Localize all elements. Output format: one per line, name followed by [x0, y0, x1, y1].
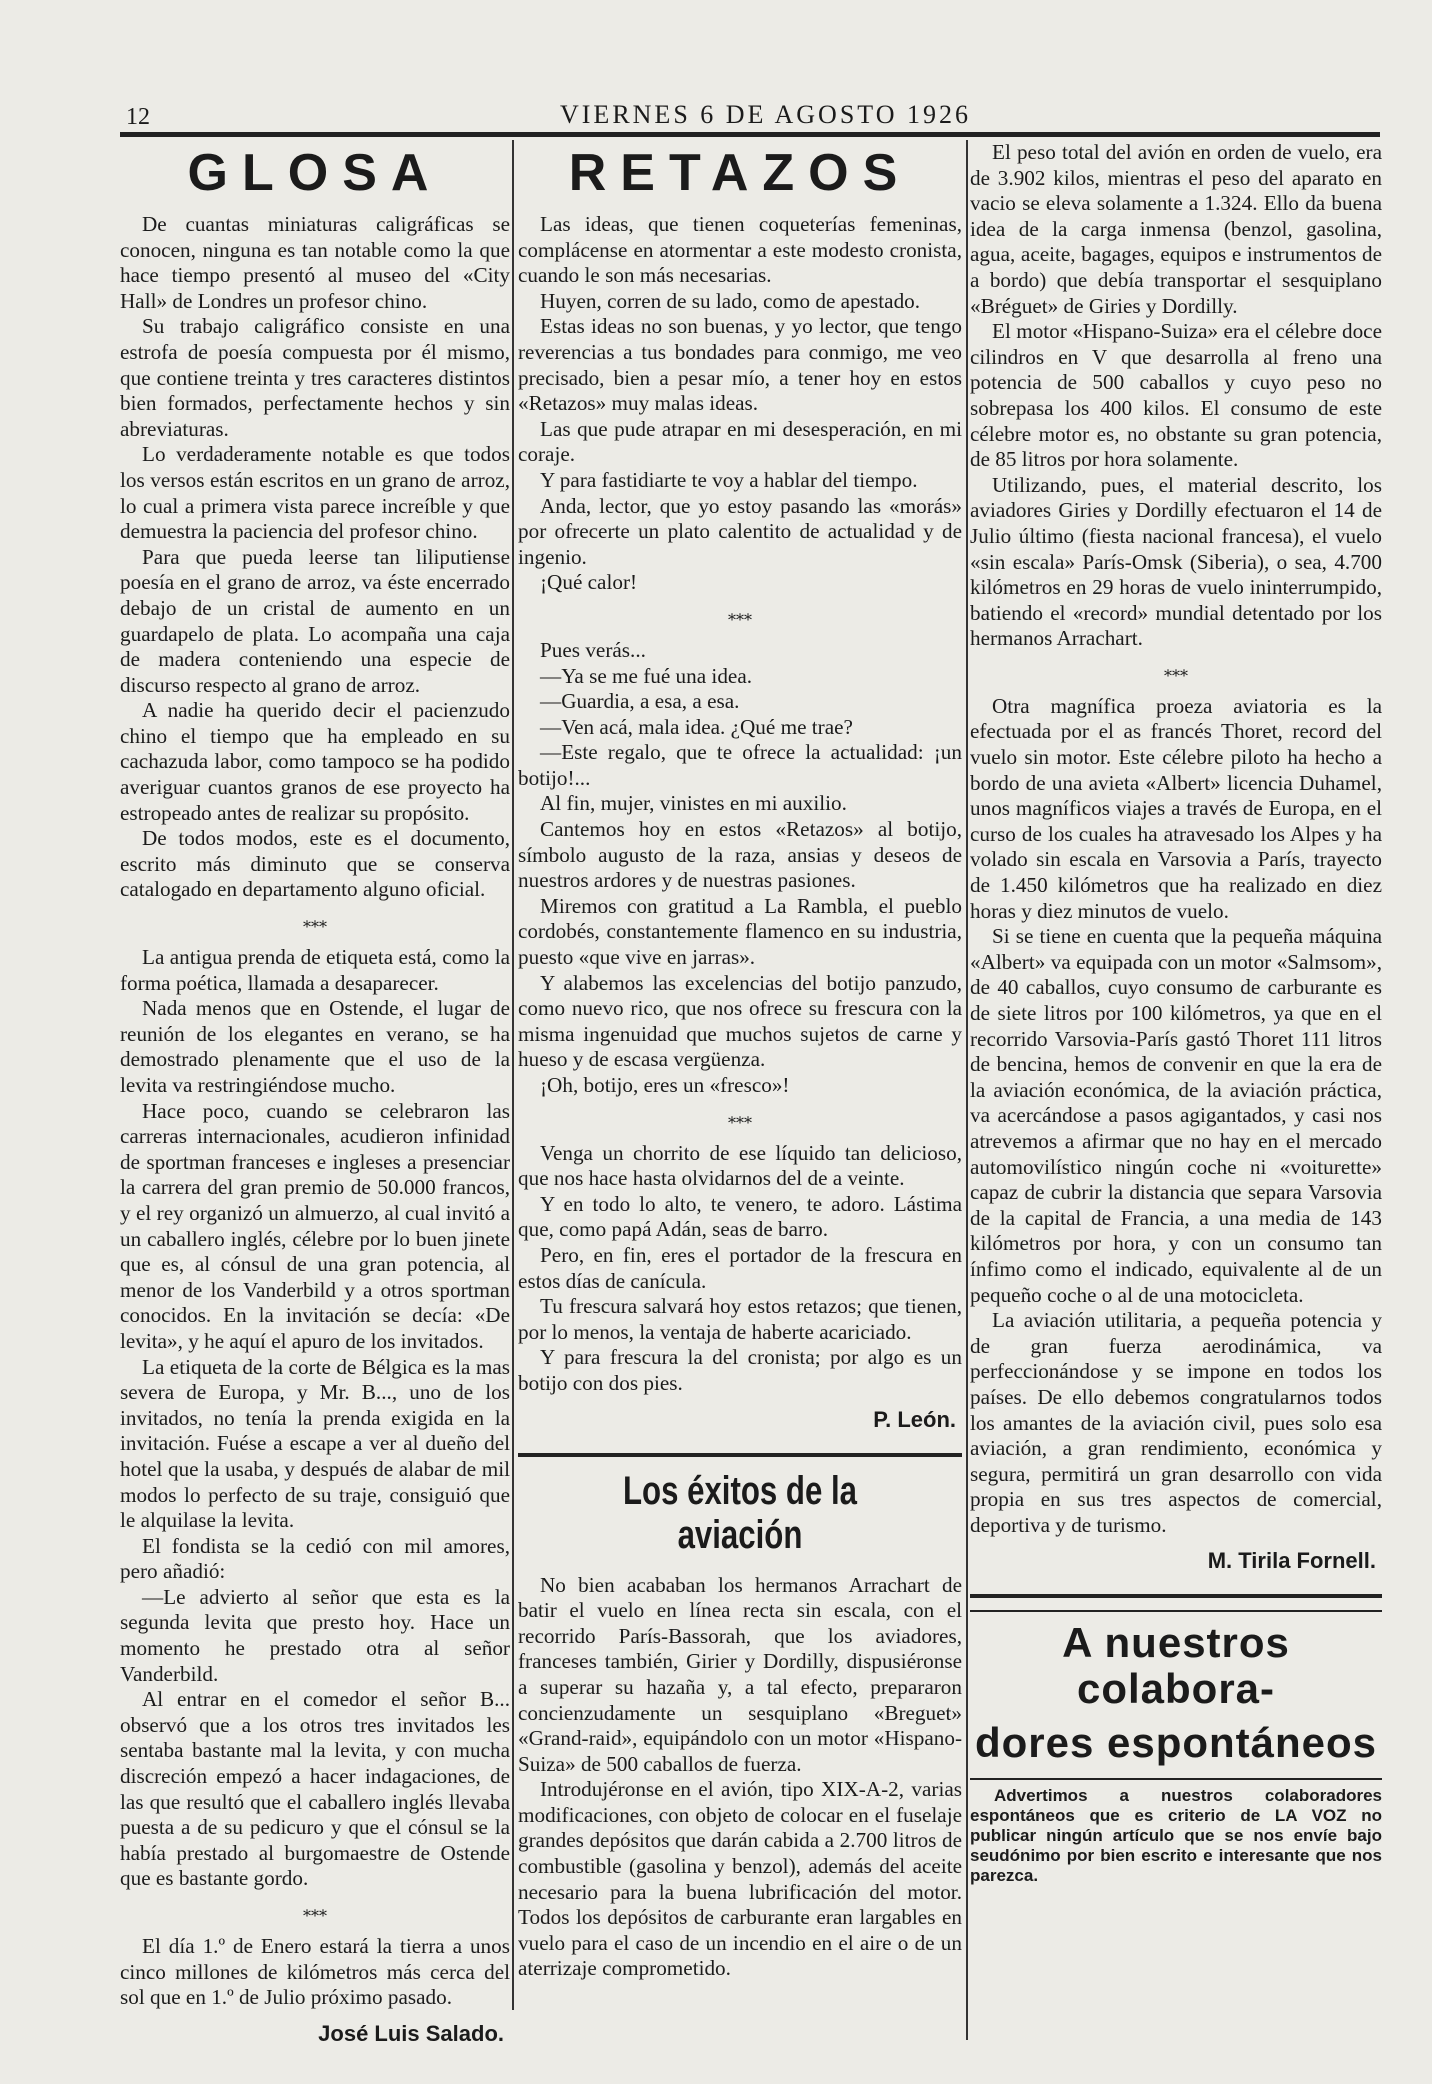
paragraph: Tu frescura salvará hoy estos retazos; que tienen, por lo menos, la ventaja de haberte acariciado.: [518, 1294, 962, 1344]
paragraph: El peso total del avión en orden de vuelo, era de 3.902 kilos, mientras el peso del aparato en vacio se eleva solamente a 1.324. Ello da buena idea de la carga inmensa (benzol, gasolina, agua, aceite, bagages, equipos e instrumentos de a bordo) que debía transportar el sesquiplano «Bréguet» de Giries y Dordilly.: [970, 140, 1382, 318]
paragraph: Hace poco, cuando se celebraron las carreras internacionales, acudieron infinidad de sportman franceses e ingleses a presenciar la carrera del gran premio de 50.000 francos, y el rey organizó un almuerzo, al cual invitó a un caballero inglés, célebre por lo buen jinete que es, al cónsul de una gran potencia, al menor de los Vanderbild y a otros sportman conocidos. En la invitación se decía: «De levita», y he aquí el apuro de los invitados.: [120, 1098, 510, 1353]
retazos-author: P. León.: [873, 1406, 956, 1432]
paragraph: El fondista se la cedió con mil amores, pero añadió:: [120, 1533, 510, 1584]
paragraph: Anda, lector, que yo estoy pasando las «morás» por ofrecerte un plato calentito de actualidad y de ingenio.: [518, 493, 962, 569]
section-rule: [518, 1453, 962, 1457]
paragraph: Pues verás...: [540, 637, 646, 662]
paragraph: ¡Oh, botijo, eres un «fresco»!: [540, 1073, 790, 1097]
retazos-body: [518, 212, 962, 1433]
glosa-title: GLOSA: [187, 144, 443, 202]
paragraph: Pero, en fin, eres el portador de la frescura en estos días de canícula.: [518, 1242, 962, 1293]
paragraph: Utilizando, pues, el material descrito, los aviadores Giries y Dordilly efectuaron el 14 de Julio último (fiesta nacional francesa), el vuelo «sin escala» París-Omsk (Siberia), o sea, 4.700 kilómetros en 29 horas de vuelo ininterrumpido, batiendo el «record» mundial detentado por los hermanos Arrachart.: [970, 472, 1382, 651]
paragraph: Y alabemos las excelencias del botijo panzudo, como nuevo rico, que nos ofrece su frescura con la misma ingenuidad que muchos sujetos de carne y hueso y de escasa vergüenza.: [518, 970, 962, 1072]
section-rule-thin: [970, 1778, 1382, 1780]
retazos-title: RETAZOS: [568, 144, 912, 202]
colaboradores-title-line1: A nuestros colabora-: [1062, 1619, 1290, 1713]
paragraph: Otra magnífica proeza aviatoria es la efectuada por el as francés Thoret, record del vuelo sin motor. Este célebre piloto ha hecho a bordo de una avieta «Albert» licencia Duhamel, unos magníficos viajes a través de Europa, en el curso de los cuales ha atravesado los Alpes y ha volado sin escala en Varsovia a París, trayecto de 1.450 kilómetros que ha realizado en diez horas y diez minutos de vuelo.: [970, 693, 1382, 923]
section-stars: ⁎⁎⁎: [728, 1109, 752, 1127]
top-rule: [120, 132, 1380, 137]
section-rule-thin: [970, 1610, 1382, 1612]
glosa-column: [120, 140, 510, 2046]
paragraph: La antigua prenda de etiqueta está, como la forma poética, llamada a desaparecer.: [120, 945, 510, 995]
section-stars: ⁎⁎⁎: [303, 1903, 327, 1920]
section-stars: ⁎⁎⁎: [1164, 662, 1188, 680]
paragraph: —Ya se me fué una idea.: [540, 663, 753, 688]
colaboradores-notice: Advertimos a nuestros colaboradores espontáneos que es criterio de LA VOZ no publicar ningún artículo que se nos envíe bajo seudónimo por bien escrito e interesante que nos parezca.: [970, 1786, 1382, 1886]
paragraph: Y en todo lo alto, te venero, te adoro. Lástima que, como papá Adán, seas de barro.: [518, 1191, 962, 1242]
dateline: VIERNES 6 DE AGOSTO 1926: [560, 100, 971, 129]
paragraph: Introdujéronse en el avión, tipo XIX-A-2, varias modificaciones, con objeto de colocar en el fuselaje grandes depósitos que darán cabida a 2.700 litros de combustible (gasolina y benzol), además del aceite necesario para la buena lubrificación del motor. Todos los depósitos de carburante eran largables en vuelo para el caso de un incendio en el aire o de un aterrizaje comprometido.: [518, 1777, 962, 1981]
paragraph: Su trabajo caligráfico consiste en una estrofa de poesía compuesta por él mismo, que contiene treinta y tres caracteres distintos bien formados, perfectamente hechos y sin abreviaturas.: [120, 314, 510, 441]
section-stars: ⁎⁎⁎: [303, 914, 327, 932]
section-stars: ⁎⁎⁎: [728, 606, 752, 624]
paragraph: Miremos con gratitud a La Rambla, el pueblo cordobés, constantemente flamenco en su industria, puesto «que vive en jarras».: [518, 893, 962, 970]
column-divider-2: [966, 140, 968, 2040]
paragraph: Cantemos hoy en estos «Retazos» al botijo, símbolo augusto de la raza, ansias y deseos de nuestros ardores y de nuestras pasiones.: [518, 817, 962, 893]
paragraph: Venga un chorrito de ese líquido tan delicioso, que nos hace hasta olvidarnos del de a veinte.: [518, 1140, 962, 1191]
paragraph: De todos modos, este es el documento, escrito más diminuto que se conserva catalogado en departamento alguno oficial.: [120, 826, 510, 902]
paragraph: Las ideas, que tienen coqueterías femeninas, complácense en atormentar a este modesto cronista, cuando le son más necesarias.: [518, 212, 962, 288]
paragraph: Lo verdaderamente notable es que todos los versos están escritos en un grano de arroz, lo cual a primera vista parece increíble y que demuestra la paciencia del profesor chino.: [120, 442, 510, 544]
paragraph: No bien acababan los hermanos Arrachart de batir el vuelo en línea recta sin escala, con el recorrido París-Bassorah, que los aviadores, franceses también, Girier y Dordilly, dispusiéronse a superar su hazaña y, a tal efecto, prepararon concienzudamente un sesquiplano «Breguet» «Grand-raid», equipándolo con un motor «Hispano-Suiza» de 500 caballos de fuerza.: [518, 1572, 962, 1776]
page-number: 12: [126, 104, 150, 130]
paragraph: Nada menos que en Ostende, el lugar de reunión de los elegantes en verano, se ha demostrado plenamente que el uso de la levita va restringiéndose mucho.: [120, 996, 510, 1097]
paragraph: ¡Qué calor!: [540, 570, 638, 595]
paragraph: La etiqueta de la corte de Bélgica es la mas severa de Europa, y Mr. B..., uno de los invitados, no tenía la prenda exigida en la invitación. Fuése a escape a ver al dueño del hotel que la usaba, y después de alabar de mil modos lo perfecto de su traje, consiguió que le alquilase la levita.: [120, 1354, 510, 1533]
paragraph: Y para fastidiarte te voy a hablar del tiempo.: [540, 467, 918, 492]
paragraph: —Guardia, a esa, a esa.: [540, 689, 740, 714]
paragraph: El motor «Hispano-Suiza» era el célebre doce cilindros en V que desarrolla al freno una potencia de 500 caballos y cuyo peso no sobrepasa los 400 kilos. El consumo de este célebre motor es, no obstante su gran potencia, de 85 litros por hora solamente.: [970, 319, 1382, 472]
paragraph: A nadie ha querido decir el pacienzudo chino el tiempo que ha empleado en su cachazuda labor, como tampoco se ha podido averiguar cuantos granos de ese proyecto ha estropeado antes de realizar su propósito.: [120, 698, 510, 825]
paragraph: Al entrar en el comedor el señor B... observó que a los otros tres invitados les sentaba bastante mal la levita, y con mucha discreción empezó a hacer indagaciones, de las que resultó que el caballero inglés llevaba puesta a de su pedicuro y que el cónsul se la había prestado al burgomaestre de Ostende que es bastante gordo.: [120, 1687, 510, 1891]
aviacion-author: M. Tirila Fornell.: [1207, 1548, 1376, 1574]
paragraph: —Le advierto al señor que esta es la segunda levita que presto hoy. Hace un momento he prestado otra al señor Vanderbild.: [120, 1584, 510, 1686]
paragraph: —Ven acá, mala idea. ¿Qué me trae?: [540, 714, 853, 739]
colaboradores-title-line2: dores espontáneos: [974, 1719, 1378, 1767]
paragraph: —Este regalo, que te ofrece la actualidad: ¡un botijo!...: [518, 740, 962, 790]
paragraph: Huyen, corren de su lado, como de apestado.: [540, 288, 921, 313]
aviacion-body-part2: [970, 140, 1382, 1574]
paragraph: Estas ideas no son buenas, y yo lector, que tengo reverencias a tus bondades para conmigo, me veo precisado, bien a pesar mío, a tener hoy en estos «Retazos» muy malas ideas.: [518, 314, 962, 416]
glosa-body: [120, 212, 510, 2047]
paragraph: Si se tiene en cuenta que la pequeña máquina «Albert» va equipada con un motor «Salmsom», de 40 caballos, cuyo consumo de carburante es de siete litros por 100 kilómetros, ya que en el recorrido Varsovia-París gastó Thoret 111 litros de bencina, hemos de convenir en que la era de la aviación económica, de la aviación práctica, va acercándose a pasos agigantados, y casi nos atrevemos a afirmar que no hay en el mercado automovilístico ningún coche ni «voiturette» capaz de cubrir la distancia que separa Varsovia de la capital de Francia, a una media de 143 kilómetros por hora, y con un consumo tan ínfimo como el indicado, equivalente al de un pequeño coche o al de una motocicleta.: [970, 924, 1382, 1307]
paragraph: De cuantas miniaturas caligráficas se conocen, ninguna es tan notable como la que hace tiempo presentó al museo del «City Hall» de Londres un profesor chino.: [120, 212, 510, 313]
retazos-column: [518, 140, 962, 2010]
paragraph: Las que pude atrapar en mi desesperación, en mi coraje.: [518, 416, 962, 467]
glosa-author: José Luis Salado.: [318, 2020, 504, 2046]
aviacion-title: Los éxitos de la aviación: [622, 1468, 858, 1557]
paragraph: Y para frescura la del cronista; por algo es un botijo con dos pies.: [518, 1345, 962, 1395]
column-divider-1: [512, 140, 514, 2010]
paragraph: Para que pueda leerse tan liliputiense poesía en el grano de arroz, va éste encerrado debajo de un cristal de aumento en un guardapelo de plata. Lo acompaña una caja de madera conteniendo una especie de discurso respecto al grano de arroz.: [120, 544, 510, 697]
aviacion-column: [970, 140, 1382, 1940]
paragraph: El día 1.º de Enero estará la tierra a unos cinco millones de kilómetros más cerca del sol que en 1.º de Julio próximo pasado.: [120, 1934, 510, 2010]
section-rule: [970, 1594, 1382, 1598]
aviacion-body-part1: [518, 1573, 962, 1983]
paragraph: La aviación utilitaria, a pequeña potencia y de gran fuerza aerodinámica, va perfeccionándose y se impone en todos los países. De ello debemos congratularnos todos los amantes de la aviación civil, pues solo esa aviación, a gran rendimiento, económica y segura, permitirá un gran desarrollo con vida propia en sus tres aspectos de comercial, deportiva y de turismo.: [970, 1308, 1382, 1537]
paragraph: Al fin, mujer, vinistes en mi auxilio.: [540, 791, 847, 816]
